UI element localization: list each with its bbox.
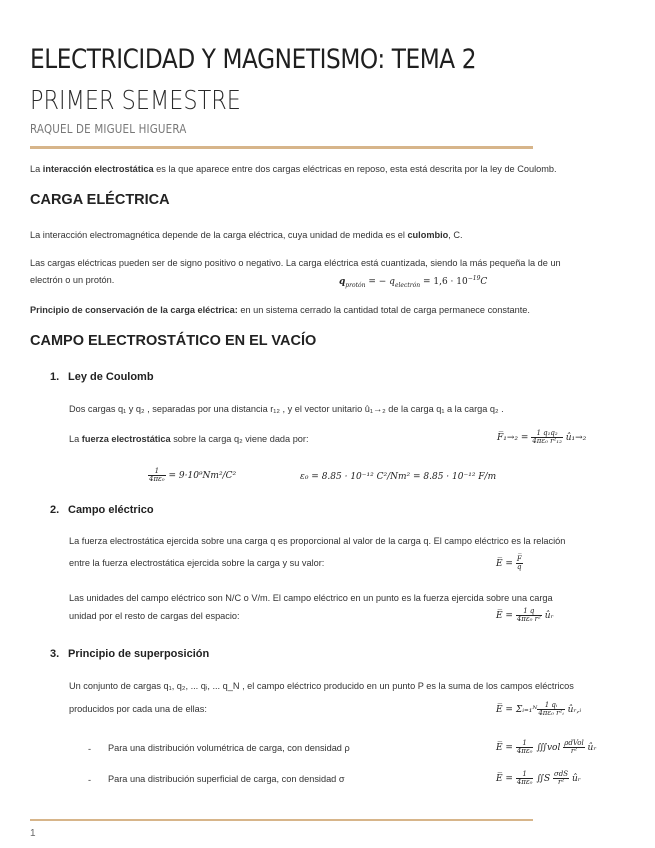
section-ley-de-coulomb: 1. Ley de Coulomb [50,371,154,383]
superposicion-paragraph-line-1: Un conjunto de cargas q₁, q₂, ... qᵢ, ... q_N , el campo eléctrico producido en un punto P es la suma de los campos eléctricos [69,681,574,691]
footer-rule [30,819,533,821]
formula-superposition-sum: E̅ = Σᵢ₌₁ᴺ $\frac{\text{1 qᵢ}}{\text{4πε₀ r²ᵢ}}$ ûᵣ,ᵢ [496,701,582,717]
document-subtitle: PRIMER SEMESTRE [30,86,241,116]
bullet-surface-distribution: Para una distribución superficial de carga, con densidad σ [108,774,345,784]
bullet-volumetric-distribution: Para una distribución volumétrica de carga, con densidad ρ [108,743,350,753]
carga-paragraph-2-line-2: electrón o un protón. [30,275,115,285]
document-author: RAQUEL DE MIGUEL HIGUERA [30,122,187,136]
campo-paragraph-1-line-1: La fuerza electrostática ejercida sobre una carga q es proporcional al valor de la carga q. El campo eléctrico es la relación [69,536,566,546]
section-campo-electrico: 2. Campo eléctrico [50,504,154,516]
intro-paragraph: La interacción electrostática es la que aparece entre dos cargas eléctricas en reposo, esta está descrita por la ley de Coulomb. [30,164,557,174]
formula-vacuum-permittivity: ε₀ = 8.85 · 10⁻¹² C²/Nm² = 8.85 · 10⁻¹² F/m [300,472,497,482]
bullet-dash-volumetric: - [88,744,92,754]
carga-paragraph-2-line-1: Las cargas eléctricas pueden ser de signo positivo o negativo. La carga eléctrica está cuantizada, siendo la más pequeña la de un [30,258,561,268]
formula-volumetric-field: E̅ = $\frac{1}{\text{4πε₀}}$ ∭vol $\frac{\text{ρdVol}}{\text{r²}}$ ûᵣ [496,739,597,755]
coulomb-paragraph-2: La fuerza electrostática sobre la carga q₂ viene dada por: [69,434,309,444]
page-number: 1 [30,828,36,839]
formula-surface-field: E̅ = $\frac{1}{\text{4πε₀}}$ ∬S $\frac{\text{σdS}}{\text{r²}}$ ûᵣ [496,770,581,786]
section-principio-superposicion: 3. Principio de superposición [50,648,210,660]
campo-paragraph-2-line-2: unidad por el resto de cargas del espacio: [69,611,240,621]
campo-paragraph-1-line-2: entre la fuerza electrostática ejercida sobre la carga y su valor: [69,558,325,568]
heading-carga-electrica: CARGA ELÉCTRICA [30,192,170,208]
coulomb-paragraph-1: Dos cargas q₁ y q₂ , separadas por una distancia r₁₂ , y el vector unitario û₁→₂ de la carga q₁ a la carga q₂ . [69,404,504,414]
formula-electric-field-point: E̅ = $\frac{1 q}{\text{4πε₀ r²}}$ ûᵣ [496,607,554,623]
superposicion-paragraph-line-2: producidos por cada una de ellas: [69,704,207,714]
carga-paragraph-1: La interacción electromagnética depende de la carga eléctrica, cuya unidad de medida es el culombio, C. [30,230,463,240]
formula-electric-field-definition: E̅ = $\frac{F̅}{q}$ [496,555,522,571]
header-rule [30,146,533,149]
formula-coulomb-force: F̅₁→₂ = $\frac{\text{1 q₁q₂}}{\text{4πε₀ r²₁₂}}$ û₁→₂ [497,429,587,445]
bullet-dash-surface: - [88,775,92,785]
formula-charge-quantum: $q_{protón}$ = − $q_{electrón} = 1,6 \cdot 10^{-19}C$ [339,275,488,289]
campo-paragraph-2-line-1: Las unidades del campo eléctrico son N/C o V/m. El campo eléctrico en un punto es la fuerza ejercida sobre una carga [69,593,553,603]
heading-campo-electrostatico: CAMPO ELECTROSTÁTICO EN EL VACÍO [30,333,317,349]
formula-coulomb-constant: $\frac{1}{\text{4πε₀}}$ = 9·10⁹Nm²/C² [149,467,237,483]
document-title: ELECTRICIDAD Y MAGNETISMO: TEMA 2 [30,44,477,75]
carga-conservation-principle: Principio de conservación de la carga eléctrica: en un sistema cerrado la cantidad total de carga permanece constante. [30,305,530,315]
